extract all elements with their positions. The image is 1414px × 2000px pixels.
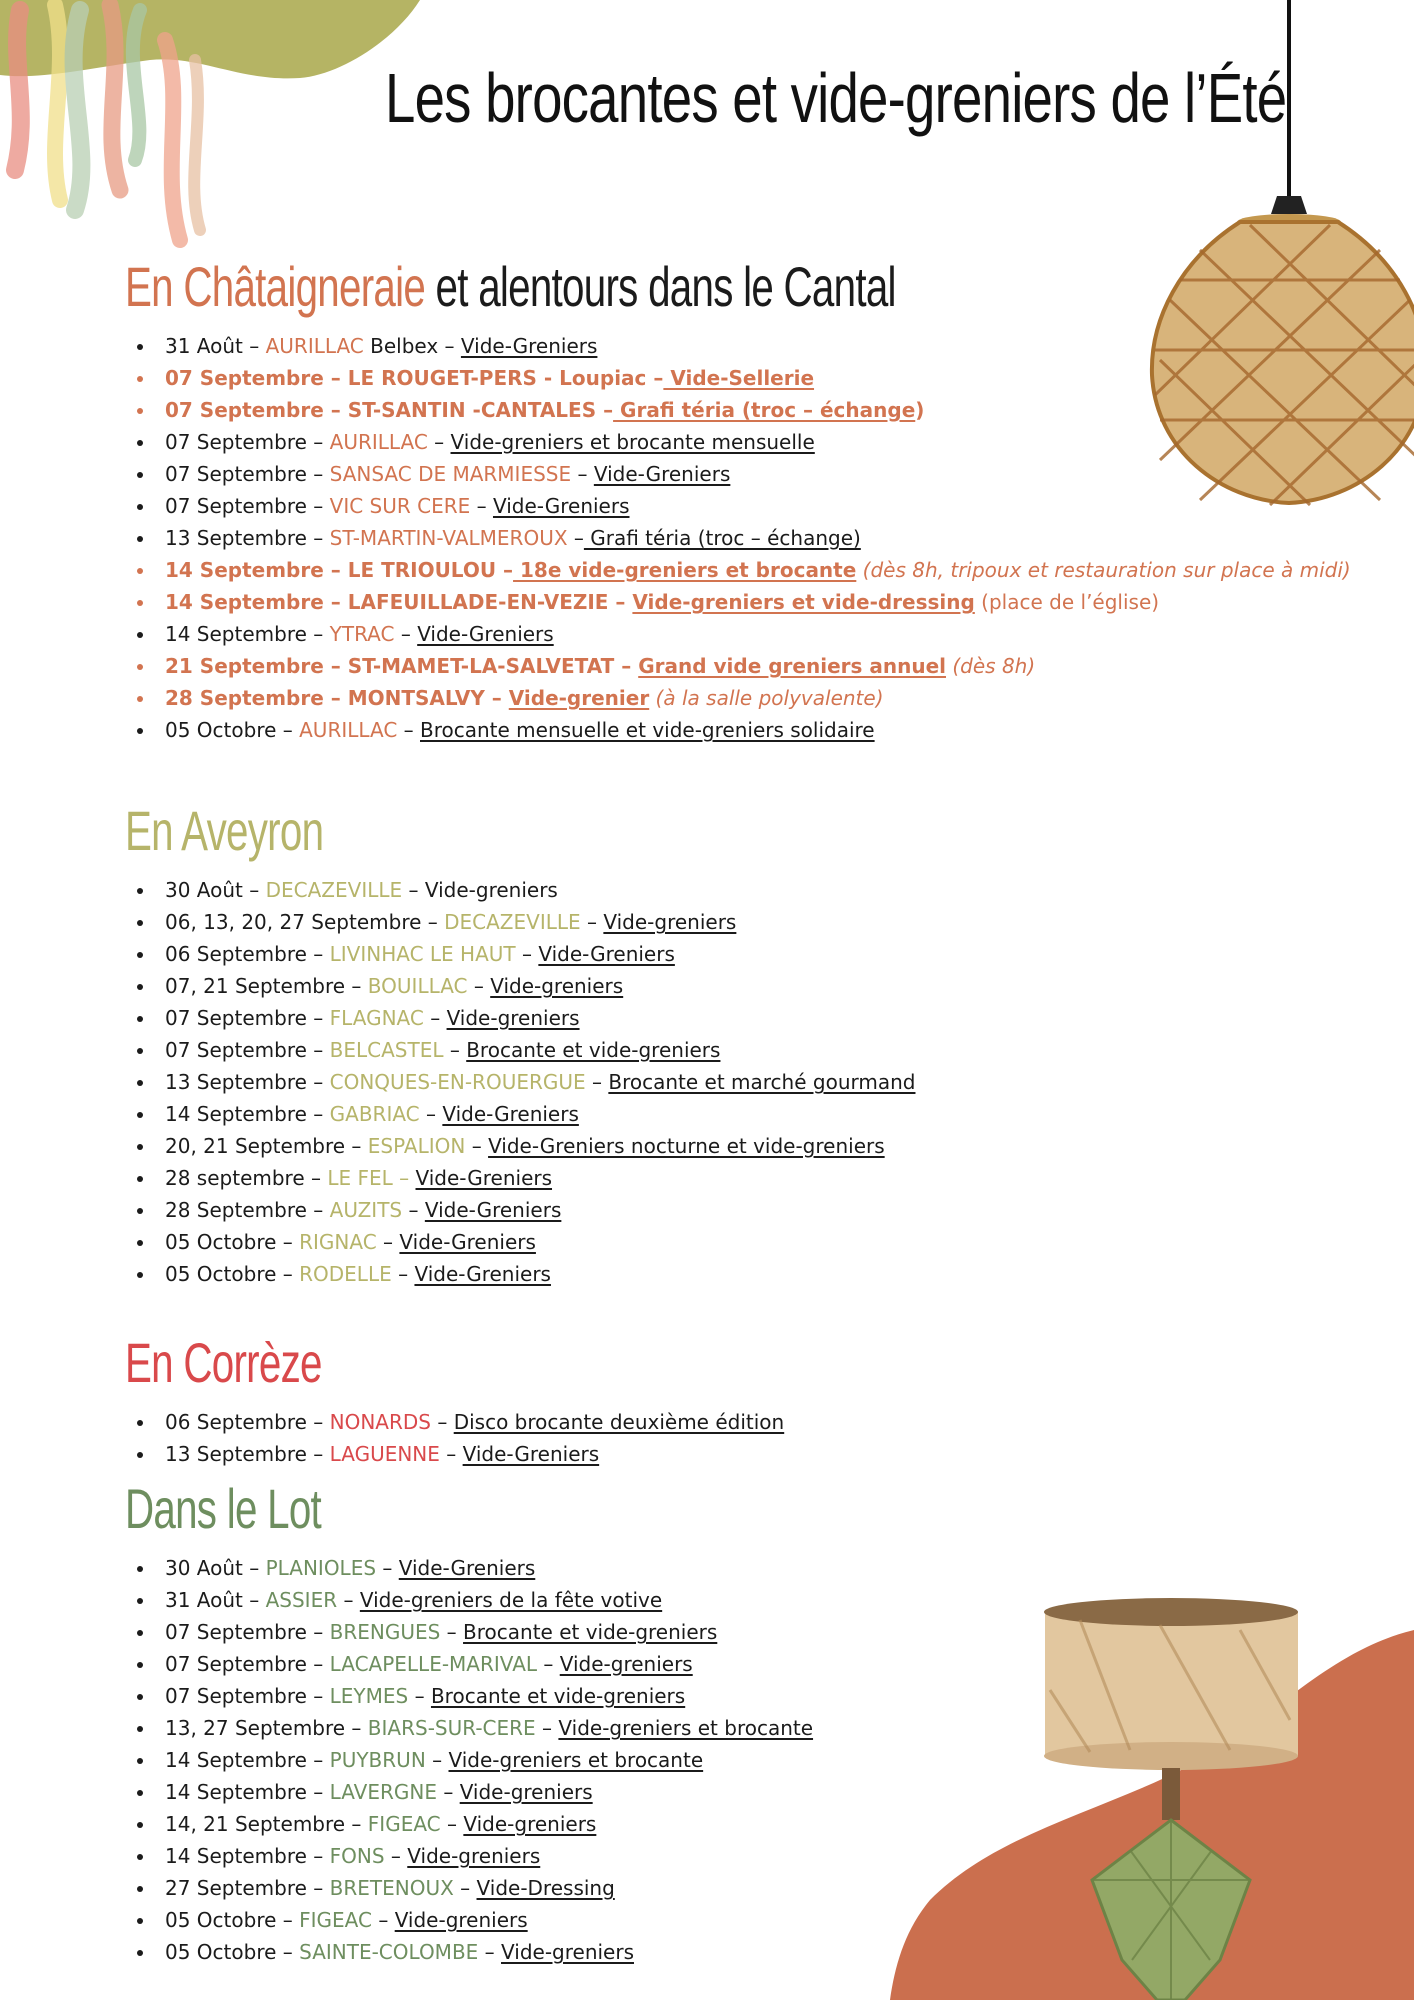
event-separator: – xyxy=(425,1748,449,1772)
event-city: ESPALION xyxy=(367,1134,466,1158)
event-date: 05 Octobre – xyxy=(165,718,300,742)
event-link[interactable]: 18e vide-greniers et brocante xyxy=(513,558,857,582)
event-separator: – xyxy=(391,1262,415,1286)
event-date: 05 Octobre – xyxy=(165,1230,300,1254)
event-date: 28 septembre – xyxy=(165,1166,328,1190)
event-city: FONS xyxy=(329,1844,385,1868)
list-item xyxy=(125,1438,1345,1470)
event-link[interactable]: Vide-Greniers xyxy=(399,1230,536,1254)
list-item xyxy=(125,1648,1345,1680)
event-separator: – xyxy=(537,1652,560,1676)
event-link[interactable]: Vide-Greniers xyxy=(593,462,731,486)
event-city: RIGNAC xyxy=(299,1230,377,1254)
event-city: ASSIER xyxy=(265,1588,338,1612)
event-date: 07 Septembre – xyxy=(165,1038,330,1062)
list-item xyxy=(125,1226,1345,1258)
event-separator: – xyxy=(430,1410,454,1434)
event-date: 14, 21 Septembre – xyxy=(165,1812,368,1836)
event-date: 06 Septembre – xyxy=(165,942,330,966)
event-list-lot xyxy=(125,1552,1345,1968)
event-separator: – xyxy=(394,622,418,646)
section-title-highlight: En Châtaigneraie xyxy=(125,255,426,318)
event-separator: – xyxy=(571,462,594,486)
list-item xyxy=(125,1904,1345,1936)
list-item xyxy=(125,522,1345,554)
event-city: AURILLAC xyxy=(265,334,364,358)
list-item xyxy=(125,362,1345,394)
event-date: 20, 21 Septembre – xyxy=(165,1134,368,1158)
event-date: 30 Août – xyxy=(165,1556,266,1580)
event-link[interactable]: Vide-greniers et vide-dressing xyxy=(632,590,975,614)
event-separator: – xyxy=(402,1198,425,1222)
list-item xyxy=(125,618,1345,650)
list-item xyxy=(125,1872,1345,1904)
event-date: 07 Septembre – xyxy=(165,1620,330,1644)
event-city: LAGUENNE xyxy=(329,1442,440,1466)
event-city: BRENGUES xyxy=(329,1620,441,1644)
event-link[interactable]: Vide-Greniers xyxy=(538,942,675,966)
list-item xyxy=(125,394,1345,426)
list-item xyxy=(125,1840,1345,1872)
event-list-aveyron xyxy=(125,874,1345,1290)
event-link[interactable]: Vide-Greniers xyxy=(442,1102,579,1126)
event-separator: – xyxy=(440,1812,464,1836)
event-link[interactable]: Grand vide greniers annuel xyxy=(638,654,946,678)
event-link[interactable]: Vide-greniers et brocante mensuelle xyxy=(450,430,815,454)
event-city: SAINTE-COLOMBE xyxy=(299,1940,479,1964)
event-city: PUYBRUN xyxy=(329,1748,426,1772)
event-separator: – xyxy=(371,1908,395,1932)
list-item xyxy=(125,1616,1345,1648)
event-city: SANSAC DE MARMIESSE xyxy=(329,462,572,486)
event-separator: – xyxy=(376,1230,400,1254)
event-date: 21 Septembre – ST-MAMET-LA-SALVETAT – xyxy=(165,654,639,678)
event-city: AURILLAC xyxy=(299,718,398,742)
event-link[interactable]: Brocante et marché gourmand xyxy=(608,1070,916,1094)
event-name: Vide-greniers xyxy=(424,878,558,902)
event-city: FIGEAC xyxy=(299,1908,372,1932)
list-item xyxy=(125,1130,1345,1162)
event-link[interactable]: Vide-Greniers xyxy=(424,1198,562,1222)
list-item xyxy=(125,1162,1345,1194)
list-item xyxy=(125,938,1345,970)
event-link[interactable]: Vide-greniers et brocante xyxy=(558,1716,814,1740)
section-title-rest: et alentours dans le Cantal xyxy=(425,255,896,318)
event-date: 07, 21 Septembre – xyxy=(165,974,368,998)
event-separator: – xyxy=(423,1006,447,1030)
list-item xyxy=(125,1712,1345,1744)
event-link[interactable]: Grafi téria (troc – échange xyxy=(613,398,916,422)
event-date: 28 Septembre – xyxy=(165,1198,330,1222)
event-separator: – xyxy=(376,1556,399,1580)
event-date: 30 Août – xyxy=(165,878,266,902)
event-city: NONARDS xyxy=(329,1410,431,1434)
event-separator: – xyxy=(427,430,451,454)
event-date: 31 Août – xyxy=(165,1588,266,1612)
event-date: 07 Septembre – xyxy=(165,1684,330,1708)
list-item xyxy=(125,1002,1345,1034)
event-date: 28 Septembre – MONTSALVY – xyxy=(165,686,509,710)
event-separator: – xyxy=(436,1780,460,1804)
list-item xyxy=(125,714,1345,746)
event-city: LEYMES xyxy=(329,1684,409,1708)
event-date: 07 Septembre – xyxy=(165,1652,330,1676)
event-link[interactable]: Vide-Greniers xyxy=(398,1556,536,1580)
event-place-note: (place de l’église) xyxy=(974,590,1160,614)
event-date: 14 Septembre – LE TRIOULOU – xyxy=(165,558,514,582)
event-date: 07 Septembre – xyxy=(165,1006,330,1030)
section-title-lot: Dans le Lot xyxy=(125,1477,322,1540)
event-link[interactable]: Vide-greniers xyxy=(603,910,737,934)
event-date: 14 Septembre – xyxy=(165,622,330,646)
event-link[interactable]: Vide-greniers de la fête votive xyxy=(359,1588,663,1612)
list-item xyxy=(125,1936,1345,1968)
event-separator: – xyxy=(443,1038,467,1062)
list-item xyxy=(125,1552,1345,1584)
event-date: 07 Septembre – xyxy=(165,430,330,454)
event-city: CONQUES-EN-ROUERGUE xyxy=(329,1070,586,1094)
event-date: 06, 13, 20, 27 Septembre – xyxy=(165,910,445,934)
event-link[interactable]: Vide-greniers xyxy=(394,1908,528,1932)
page-title: Les brocantes et vide-greniers de l’Été xyxy=(385,59,1287,137)
list-item xyxy=(125,970,1345,1002)
event-separator: – xyxy=(467,974,491,998)
event-link[interactable]: Vide-greniers xyxy=(463,1812,597,1836)
event-separator: – xyxy=(465,1134,489,1158)
section-lot xyxy=(125,1474,1345,1968)
section-title-aveyron: En Aveyron xyxy=(125,799,324,862)
event-date: 07 Septembre – ST-SANTIN -CANTALES – xyxy=(165,398,614,422)
event-city: FLAGNAC xyxy=(329,1006,424,1030)
event-city: DECAZEVILLE xyxy=(444,910,581,934)
event-city: LACAPELLE-MARIVAL xyxy=(329,1652,538,1676)
event-separator: – xyxy=(470,494,493,518)
event-link[interactable]: Vide-greniers xyxy=(501,1940,634,1964)
event-note: (dès 8h) xyxy=(946,654,1036,678)
event-date: 05 Octobre – xyxy=(165,1908,300,1932)
event-link[interactable]: Vide-Greniers xyxy=(415,1166,553,1190)
event-date: 14 Septembre – xyxy=(165,1102,330,1126)
event-date: 07 Septembre – LE ROUGET-PERS - Loupiac – xyxy=(165,366,664,390)
event-link[interactable]: Grafi téria (troc – échange) xyxy=(583,526,861,550)
event-link[interactable]: Vide-greniers xyxy=(459,1780,593,1804)
event-link[interactable]: Brocante et vide-greniers xyxy=(463,1620,718,1644)
list-item xyxy=(125,426,1345,458)
section-aveyron xyxy=(125,796,1345,1290)
list-item xyxy=(125,1744,1345,1776)
event-link[interactable]: Vide-grenier xyxy=(508,686,650,710)
event-date: 13 Septembre – xyxy=(165,1070,330,1094)
event-city: BELCASTEL xyxy=(329,1038,444,1062)
event-link[interactable]: Vide-Greniers xyxy=(417,622,554,646)
section-title-correze: En Corrèze xyxy=(125,1331,322,1394)
list-item xyxy=(125,1776,1345,1808)
list-item xyxy=(125,1584,1345,1616)
event-note: (à la salle polyvalente) xyxy=(649,686,884,710)
event-link[interactable]: Vide-Greniers nocturne et vide-greniers xyxy=(488,1134,885,1158)
list-item xyxy=(125,906,1345,938)
list-item xyxy=(125,330,1345,362)
list-item xyxy=(125,586,1345,618)
event-date: 14 Septembre – xyxy=(165,1780,330,1804)
event-city: BIARS-SUR-CERE xyxy=(367,1716,536,1740)
event-city: PLANIOLES xyxy=(265,1556,377,1580)
event-separator: Belbex – xyxy=(363,334,461,358)
event-link[interactable]: Vide-Greniers xyxy=(460,334,598,358)
event-date: 05 Octobre – xyxy=(165,1940,300,1964)
event-separator: – xyxy=(402,878,425,902)
event-date: 31 Août – xyxy=(165,334,266,358)
event-city: YTRAC xyxy=(329,622,395,646)
list-item xyxy=(125,1680,1345,1712)
event-list-cantal xyxy=(125,330,1351,746)
event-date: 13, 27 Septembre – xyxy=(165,1716,368,1740)
event-city: BRETENOUX xyxy=(329,1876,454,1900)
event-separator: – xyxy=(585,1070,609,1094)
event-separator: – xyxy=(384,1844,408,1868)
list-item xyxy=(125,1406,1345,1438)
event-link[interactable]: Brocante et vide-greniers xyxy=(430,1684,686,1708)
event-link[interactable]: Vide-greniers xyxy=(446,1006,580,1030)
event-city: AUZITS xyxy=(329,1198,403,1222)
list-item xyxy=(125,1808,1345,1840)
event-separator: – xyxy=(580,910,604,934)
event-link[interactable]: Brocante et vide-greniers xyxy=(466,1038,721,1062)
list-item xyxy=(125,490,1345,522)
event-city: GABRIAC xyxy=(329,1102,420,1126)
event-link[interactable]: Vide-greniers xyxy=(407,1844,541,1868)
list-item xyxy=(125,874,1345,906)
event-separator: – xyxy=(453,1876,477,1900)
event-separator: – xyxy=(408,1684,431,1708)
event-tail: ) xyxy=(915,398,925,422)
event-city: VIC SUR CERE xyxy=(329,494,471,518)
event-separator: – xyxy=(397,718,420,742)
event-date: 07 Septembre – xyxy=(165,494,330,518)
event-link[interactable]: Vide-Greniers xyxy=(492,494,630,518)
event-link[interactable]: Brocante mensuelle et vide-greniers solidaire xyxy=(420,718,875,742)
list-item xyxy=(125,458,1345,490)
list-item xyxy=(125,1066,1345,1098)
event-date: 27 Septembre – xyxy=(165,1876,330,1900)
event-separator: – xyxy=(535,1716,559,1740)
event-city: AURILLAC xyxy=(329,430,428,454)
event-date: 07 Septembre – xyxy=(165,462,330,486)
event-date: 14 Septembre – LAFEUILLADE-EN-VEZIE – xyxy=(165,590,633,614)
event-separator: – xyxy=(440,1620,464,1644)
list-item xyxy=(125,1194,1345,1226)
event-date: 05 Octobre – xyxy=(165,1262,300,1286)
event-link[interactable]: Vide-Dressing xyxy=(476,1876,615,1900)
list-item xyxy=(125,554,1351,586)
event-city: ST-MARTIN-VALMEROUX xyxy=(329,526,568,550)
event-separator: – xyxy=(337,1588,360,1612)
event-city: BOUILLAC xyxy=(367,974,468,998)
event-list-correze xyxy=(125,1406,1345,1470)
event-city: LIVINHAC LE HAUT xyxy=(329,942,516,966)
event-separator: – xyxy=(439,1442,463,1466)
list-item xyxy=(125,1258,1345,1290)
event-date: 06 Septembre – xyxy=(165,1410,330,1434)
event-city: LE FEL – xyxy=(327,1166,416,1190)
section-title-cantal xyxy=(125,252,1003,322)
event-link[interactable]: Vide-Sellerie xyxy=(663,366,815,390)
event-separator: – xyxy=(515,942,539,966)
list-item xyxy=(125,1098,1345,1130)
event-note: (dès 8h, tripoux et restauration sur place à midi) xyxy=(856,558,1351,582)
event-link[interactable]: Vide-Greniers xyxy=(414,1262,551,1286)
event-date: 14 Septembre – xyxy=(165,1748,330,1772)
list-item xyxy=(125,1034,1345,1066)
event-link[interactable]: Vide-Greniers xyxy=(462,1442,600,1466)
event-city: LAVERGNE xyxy=(329,1780,437,1804)
event-link[interactable]: Vide-greniers xyxy=(559,1652,693,1676)
event-separator: – xyxy=(478,1940,502,1964)
event-city: FIGEAC xyxy=(367,1812,441,1836)
section-cantal xyxy=(125,252,1351,746)
section-correze xyxy=(125,1328,1345,1470)
event-date: 14 Septembre – xyxy=(165,1844,330,1868)
event-separator: – xyxy=(567,526,584,550)
event-separator: – xyxy=(419,1102,443,1126)
event-link[interactable]: Vide-greniers et brocante xyxy=(448,1748,704,1772)
event-link[interactable]: Disco brocante deuxième édition xyxy=(453,1410,785,1434)
event-date: 13 Septembre – xyxy=(165,1442,330,1466)
event-city: RODELLE xyxy=(299,1262,392,1286)
event-link[interactable]: Vide-greniers xyxy=(490,974,624,998)
event-date: 13 Septembre – xyxy=(165,526,330,550)
list-item xyxy=(125,650,1345,682)
event-city: DECAZEVILLE xyxy=(265,878,403,902)
list-item xyxy=(125,682,1345,714)
